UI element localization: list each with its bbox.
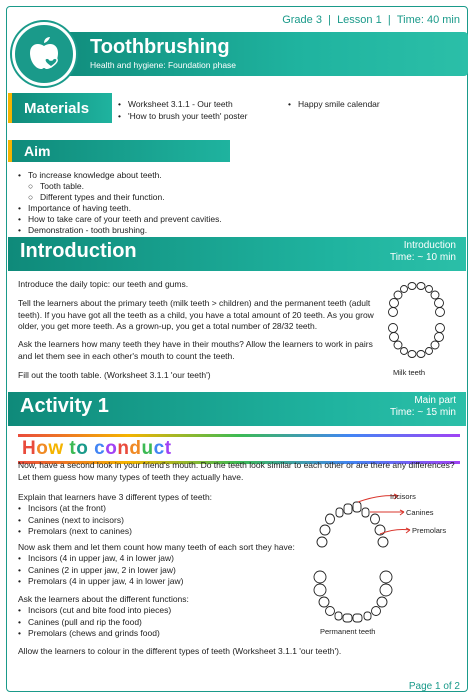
list-item: • Premolars (chews and grinds food) — [18, 628, 318, 640]
permanent-teeth-diagram — [300, 484, 460, 626]
section-title: Activity 1 — [20, 395, 109, 417]
aim-heading — [8, 140, 230, 162]
milk-teeth-diagram — [382, 280, 452, 362]
activity-paragraph-4: Ask the learners about the different functions: — [18, 594, 189, 604]
list-item: • Premolars (4 in upper jaw, 4 in lower jaw) — [18, 576, 318, 588]
materials-list-col2 — [288, 98, 380, 110]
activity-banner — [8, 392, 466, 426]
list-item: • Importance of having teeth. — [18, 203, 222, 214]
intro-paragraph-4: Fill out the tooth table. (Worksheet 3.1.1 'our teeth') — [18, 370, 211, 380]
list-item: • Canines (next to incisors) — [18, 515, 318, 527]
apple-heart-icon — [12, 22, 76, 86]
list-item: • Happy smile calendar — [288, 98, 380, 110]
lesson-label: Lesson 1 — [337, 14, 382, 26]
time-label: Time: 40 min — [396, 14, 460, 26]
activity-paragraph-1: Now, have a second look in your friend's mouth. Do the teeth look similar to each other or are there any differences? Let them guess how many types of teeth they actually have. — [18, 460, 455, 482]
list-item: • Canines (2 in upper jaw, 2 in lower jaw) — [18, 565, 318, 577]
teeth-count-list — [18, 553, 318, 588]
section-time: Introduction Time: ~ 10 min — [389, 240, 456, 263]
accent-bar — [8, 93, 12, 123]
separator: | — [387, 14, 391, 26]
grade-label: Grade 3 — [282, 14, 322, 26]
accent-bar — [8, 140, 12, 162]
activity-paragraph-5: Allow the learners to colour in the different types of teeth (Worksheet 3.1.1 'our teeth'). — [18, 646, 342, 656]
milk-teeth-caption: Milk teeth — [393, 368, 426, 377]
list-item: • Incisors (4 in upper jaw, 4 in lower jaw) — [18, 553, 318, 565]
introduction-banner — [8, 237, 466, 271]
incisors-label: Incisors — [390, 492, 416, 501]
list-item: • Premolars (next to canines) — [18, 526, 318, 538]
aim-list — [18, 170, 222, 236]
sub-list — [28, 181, 222, 203]
lesson-meta — [282, 14, 460, 26]
aim-heading-text: Aim — [24, 143, 51, 159]
list-item: ○ Tooth table. — [28, 181, 222, 192]
section-title: Introduction — [20, 240, 137, 262]
separator: | — [328, 14, 331, 26]
materials-heading — [8, 93, 112, 123]
intro-paragraph-1: Introduce the daily topic: our teeth and gums. — [18, 279, 189, 289]
teeth-types-list — [18, 503, 318, 538]
materials-list — [118, 98, 247, 122]
list-item: • How to take care of your teeth and prevent cavities. — [18, 214, 222, 225]
title-banner — [40, 32, 468, 76]
intro-paragraph-3: Ask the learners how many teeth they have in their mouths? Allow the learners to work in pairs and let them see in each other's mouth to count the teeth. — [18, 339, 373, 361]
materials-heading-text: Materials — [24, 99, 90, 117]
page-number: Page 1 of 2 — [408, 681, 460, 692]
activity-paragraph-2: Explain that learners have 3 different types of teeth: — [18, 492, 213, 502]
activity-paragraph-3: Now ask them and let them count how many teeth of each sort they have: — [18, 542, 295, 552]
list-item: • Canines (pull and rip the food) — [18, 617, 318, 629]
list-item: • To increase knowledge about teeth. ○ Tooth table. ○ Different types and their function. — [18, 170, 222, 203]
intro-paragraph-2: Tell the learners about the primary teeth (milk teeth > children) and the permanent teeth (adult teeth). If you have got all the teeth as a child, you have a total amount of 20 teeth. As you grow older, you get more teeth. As a grown-up, you get a total number of 28/32 teeth. — [18, 298, 374, 331]
list-item: • Worksheet 3.1.1 - Our teeth — [118, 98, 247, 110]
permanent-teeth-caption: Permanent teeth — [320, 627, 376, 636]
how-to-conduct-heading: How to conduct — [18, 434, 460, 464]
premolars-label: Premolars — [412, 526, 447, 535]
section-time: Main part Time: ~ 15 min — [389, 395, 456, 418]
canines-label: Canines — [406, 508, 434, 517]
list-item: • Demonstration - tooth brushing. — [18, 225, 222, 236]
page-subtitle: Health and hygiene: Foundation phase — [90, 60, 237, 70]
teeth-function-list — [18, 605, 318, 640]
list-item: • Incisors (at the front) — [18, 503, 318, 515]
list-item: • 'How to brush your teeth' poster — [118, 110, 247, 122]
page-title: Toothbrushing — [90, 36, 230, 58]
list-item: • Incisors (cut and bite food into pieces) — [18, 605, 318, 617]
list-item: ○ Different types and their function. — [28, 192, 222, 203]
